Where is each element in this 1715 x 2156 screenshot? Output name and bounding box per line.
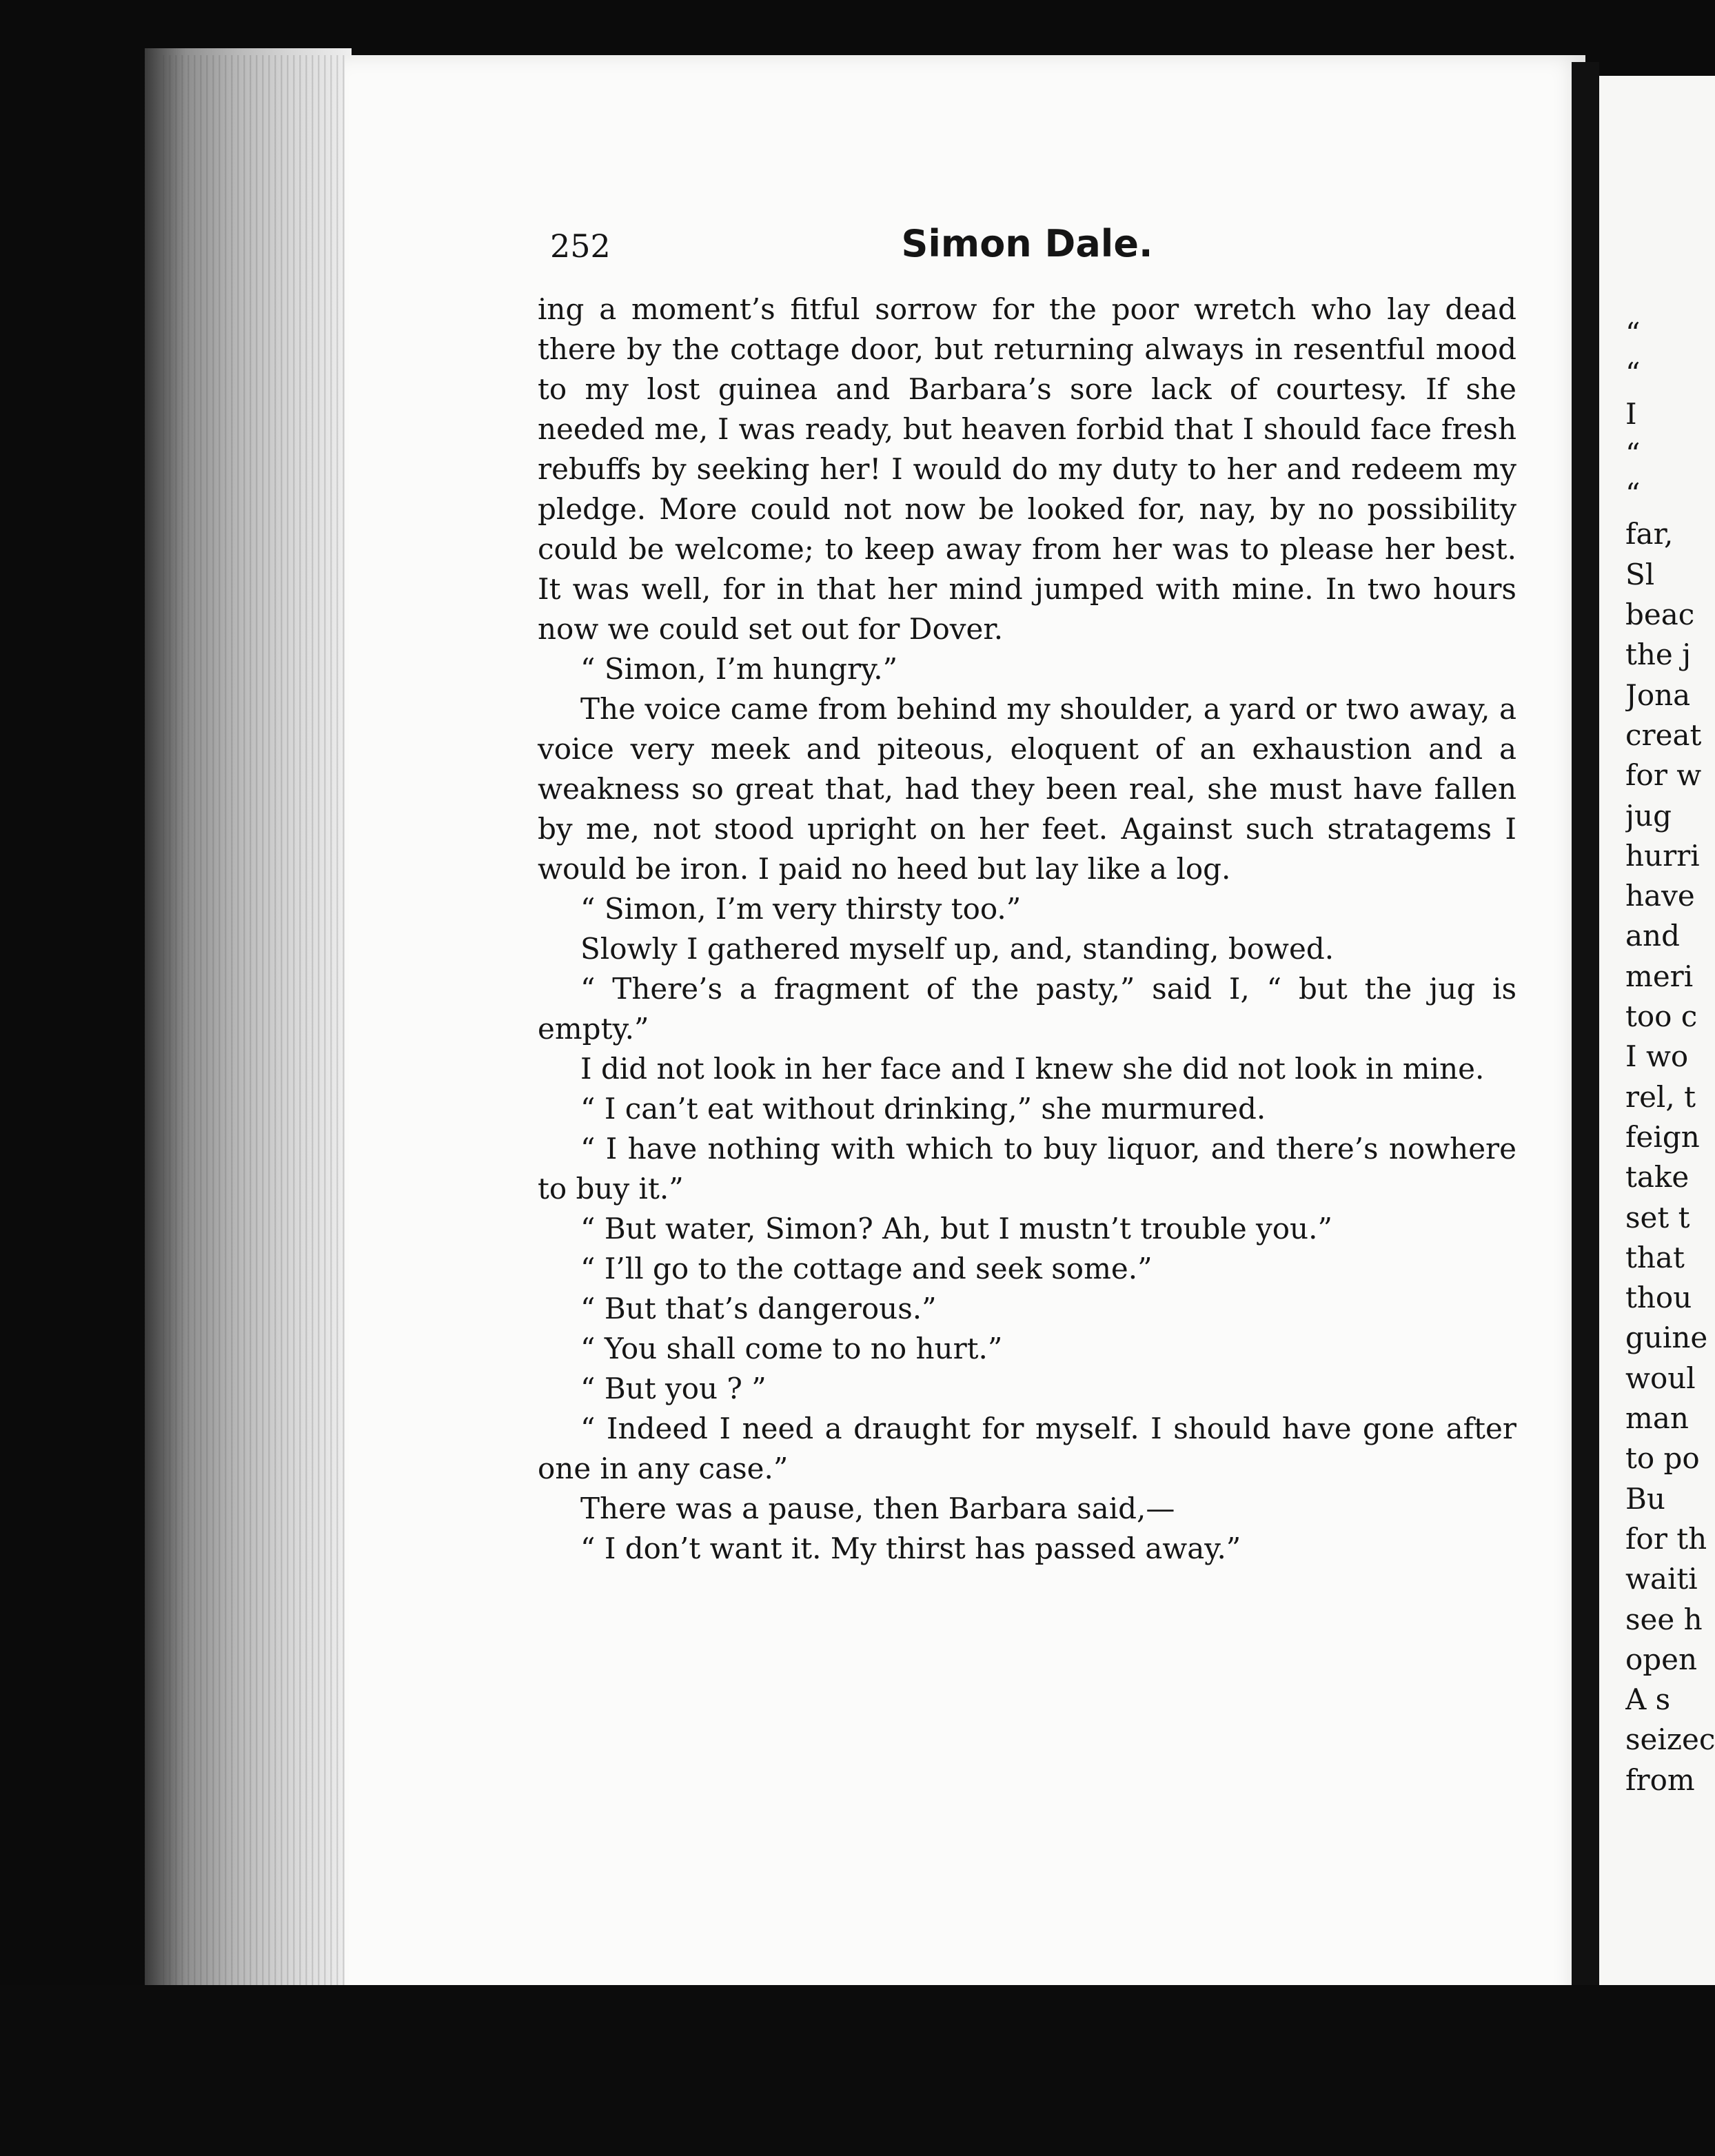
paragraph: “ Simon, I’m very thirsty too.” bbox=[580, 892, 1022, 926]
facing-page-line: for w bbox=[1625, 758, 1702, 793]
bottom-shadow bbox=[0, 1985, 1715, 2156]
paragraph: Slowly I gathered myself up, and, standing, bowed. bbox=[580, 932, 1335, 966]
facing-page-line: too c bbox=[1625, 999, 1698, 1034]
paragraph: ing a moment’s fitful sorrow for the poor wretch who lay dead there by the cottage door, but returning always in resentful mood to my lost guinea and Barbara’s sore lack of courtesy. If she needed me, I was ready, but heaven forbid that I should face fresh rebuffs by seeking her! I would do my duty to her and redeem my pledge. More could not now be looked for, nay, by no possibility could be welcome; to keep away from her was to please her best. It was well, for in that her mind jumped with mine. In two hours now we could set out for Dover. bbox=[538, 292, 1516, 646]
facing-page-line: thou bbox=[1625, 1281, 1692, 1315]
facing-page-line: guine bbox=[1625, 1321, 1708, 1355]
facing-page-line: beac bbox=[1625, 598, 1695, 632]
page-edge-lines bbox=[159, 55, 345, 1985]
paragraph: “ I have nothing with which to buy liquor, and there’s nowhere to buy it.” bbox=[538, 1132, 1516, 1206]
facing-page-line: see h bbox=[1625, 1602, 1703, 1636]
facing-page-line: “ bbox=[1625, 356, 1641, 391]
facing-page-text bbox=[1625, 314, 1715, 1800]
facing-page-line: rel, t bbox=[1625, 1079, 1696, 1114]
facing-page-line: seizec bbox=[1625, 1722, 1715, 1757]
paragraph: “ But that’s dangerous.” bbox=[580, 1292, 937, 1325]
facing-page-line: “ bbox=[1625, 316, 1641, 350]
facing-page-line: to po bbox=[1625, 1441, 1700, 1476]
body-text bbox=[538, 289, 1516, 1569]
page-content bbox=[538, 214, 1516, 1569]
facing-page-line: A s bbox=[1625, 1682, 1671, 1717]
facing-page-line: that bbox=[1625, 1240, 1685, 1274]
facing-page-line: creat bbox=[1625, 718, 1702, 752]
paragraph: I did not look in her face and I knew she did not look in mine. bbox=[580, 1052, 1485, 1086]
facing-page-line: take bbox=[1625, 1160, 1689, 1194]
facing-page-line: open bbox=[1625, 1642, 1698, 1676]
paragraph: “ I can’t eat without drinking,” she murmured. bbox=[580, 1092, 1266, 1126]
paragraph: There was a pause, then Barbara said,— bbox=[580, 1492, 1175, 1525]
facing-page-line: from bbox=[1625, 1762, 1695, 1797]
facing-page-line: hurri bbox=[1625, 838, 1700, 873]
facing-page-line: “ bbox=[1625, 477, 1641, 511]
facing-page-line: man bbox=[1625, 1401, 1689, 1436]
facing-page-line: I bbox=[1625, 396, 1637, 431]
running-head bbox=[538, 214, 1516, 276]
paragraph: “ There’s a fragment of the pasty,” said I, “ but the jug is empty.” bbox=[538, 972, 1516, 1046]
facing-page-line: feign bbox=[1625, 1119, 1700, 1154]
facing-page-line: the j bbox=[1625, 638, 1692, 672]
facing-page-line: I wo bbox=[1625, 1039, 1689, 1074]
paragraph: “ Indeed I need a draught for myself. I should have gone after one in any case.” bbox=[538, 1412, 1516, 1485]
paragraph: “ But water, Simon? Ah, but I mustn’t trouble you.” bbox=[580, 1212, 1332, 1245]
facing-page-line: and bbox=[1625, 919, 1680, 953]
running-title: Simon Dale. bbox=[901, 222, 1153, 265]
facing-page-line: far, bbox=[1625, 517, 1674, 551]
paragraph: The voice came from behind my shoulder, a yard or two away, a voice very meek and piteous, eloquent of an exhaustion and a weakness so great that, had they been real, she must have fallen by me, not stood upright on her feet. Against such stratagems I would be iron. I paid no heed but lay like a log. bbox=[538, 692, 1516, 886]
facing-page-line: woul bbox=[1625, 1361, 1696, 1395]
facing-page-line: Jona bbox=[1625, 678, 1691, 712]
paragraph: “ Simon, I’m hungry.” bbox=[580, 652, 898, 686]
page-number: 252 bbox=[550, 227, 611, 265]
facing-page-line: waiti bbox=[1625, 1562, 1698, 1596]
paragraph: “ But you ? ” bbox=[580, 1372, 767, 1405]
facing-page-line: set t bbox=[1625, 1200, 1690, 1234]
facing-page-line: jug bbox=[1625, 798, 1672, 833]
book-gutter bbox=[1572, 62, 1599, 2006]
facing-page-line: “ bbox=[1625, 436, 1641, 471]
paragraph: “ I’ll go to the cottage and seek some.” bbox=[580, 1252, 1153, 1285]
paragraph: “ I don’t want it. My thirst has passed away.” bbox=[580, 1532, 1241, 1565]
facing-page-line: meri bbox=[1625, 959, 1694, 993]
facing-page-line: have bbox=[1625, 879, 1695, 913]
paragraph: “ You shall come to no hurt.” bbox=[580, 1332, 1003, 1365]
facing-page-line: for th bbox=[1625, 1521, 1707, 1556]
facing-page-line: Bu bbox=[1625, 1481, 1665, 1516]
facing-page-line: Sl bbox=[1625, 557, 1655, 591]
